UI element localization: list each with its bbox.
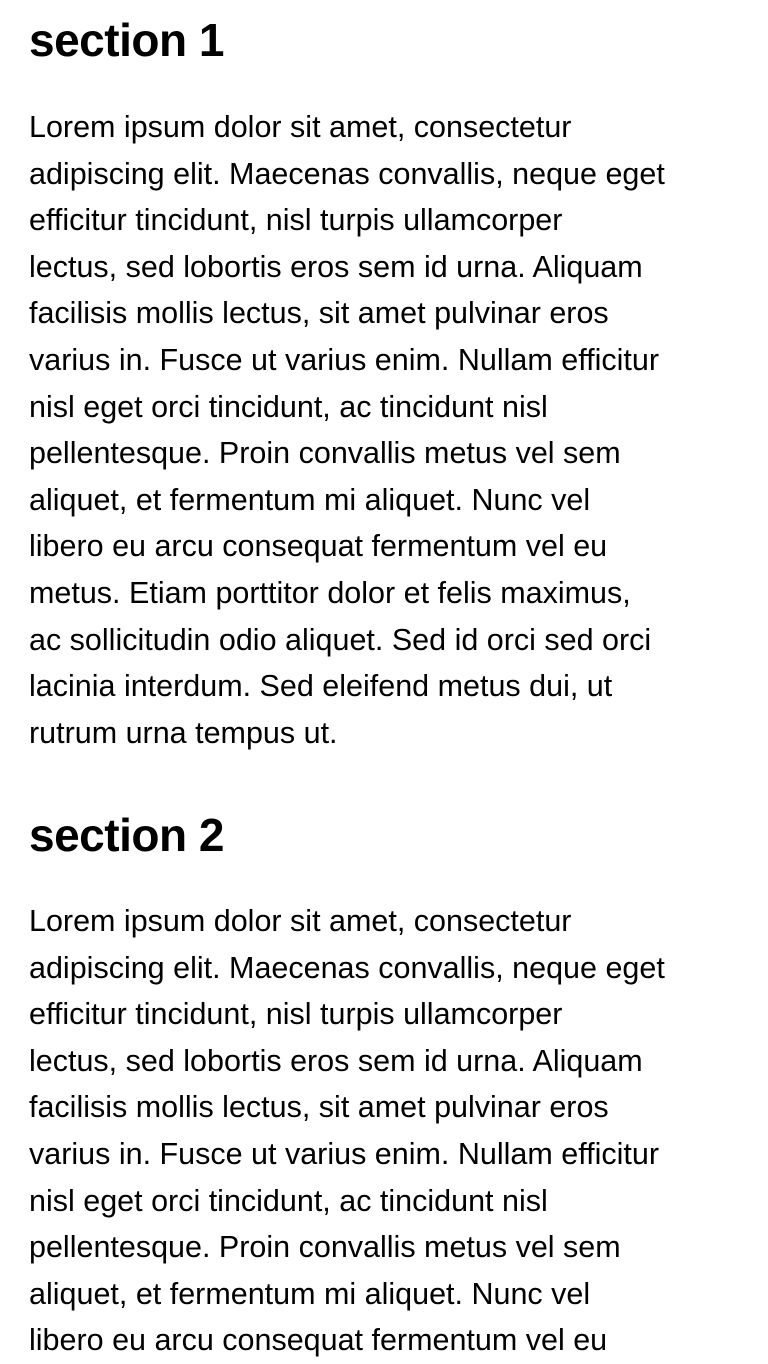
body-line: efficitur tincidunt, nisl turpis ullamcorper — [29, 997, 563, 1032]
body-line: adipiscing elit. Maecenas convallis, neque eget — [29, 950, 665, 985]
body-line: facilisis mollis lectus, sit amet pulvinar eros — [29, 1090, 609, 1125]
body-line: nisl eget orci tincidunt, ac tincidunt nisl — [29, 1183, 548, 1218]
body-line: aliquet, et fermentum mi aliquet. Nunc vel — [29, 482, 591, 517]
body-line: aliquet, et fermentum mi aliquet. Nunc vel — [29, 1276, 591, 1311]
body-line: adipiscing elit. Maecenas convallis, neque eget — [29, 156, 665, 191]
body-line: facilisis mollis lectus, sit amet pulvinar eros — [29, 296, 609, 331]
body-line: rutrum urna tempus ut. — [29, 715, 338, 750]
body-line: pellentesque. Proin convallis metus vel sem — [29, 436, 621, 471]
body-line: lectus, sed lobortis eros sem id urna. Aliquam — [29, 1043, 643, 1078]
section-1-heading: section 1 — [29, 14, 224, 66]
body-line: ac sollicitudin odio aliquet. Sed id orci sed orci — [29, 622, 652, 657]
body-line: pellentesque. Proin convallis metus vel sem — [29, 1230, 621, 1265]
section-2-heading: section 2 — [29, 809, 224, 861]
section-2-body — [29, 898, 665, 1364]
body-line: Lorem ipsum dolor sit amet, consectetur — [29, 904, 572, 938]
section-1-body — [29, 104, 665, 756]
body-line: lacinia interdum. Sed eleifend metus dui, ut — [29, 669, 613, 704]
body-line: Lorem ipsum dolor sit amet, consectetur — [29, 110, 572, 144]
body-line: nisl eget orci tincidunt, ac tincidunt nisl — [29, 389, 548, 424]
body-line: lectus, sed lobortis eros sem id urna. Aliquam — [29, 249, 643, 284]
body-line: libero eu arcu consequat fermentum vel eu — [29, 1323, 608, 1358]
body-line: efficitur tincidunt, nisl turpis ullamcorper — [29, 203, 563, 238]
body-line: libero eu arcu consequat fermentum vel eu — [29, 529, 608, 564]
body-line: varius in. Fusce ut varius enim. Nullam efficitur — [29, 1136, 659, 1171]
body-line: metus. Etiam porttitor dolor et felis maximus, — [29, 575, 631, 610]
body-line: varius in. Fusce ut varius enim. Nullam efficitur — [29, 342, 659, 377]
